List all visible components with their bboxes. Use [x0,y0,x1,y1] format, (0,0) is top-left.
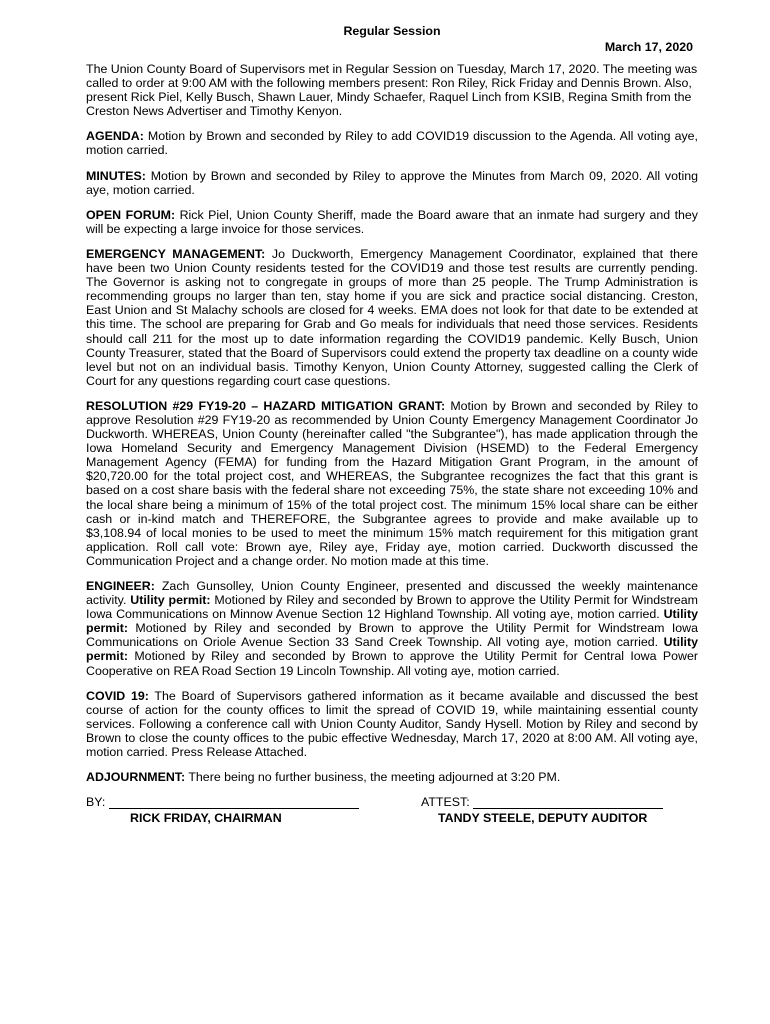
auditor-name: TANDY STEELE, DEPUTY AUDITOR [438,811,648,826]
minutes-section [86,169,698,197]
open-forum-text: Rick Piel, Union County Sheriff, made the Board aware that an inmate had surgery and they will be expecting a large invoice for those services. [86,207,698,236]
minutes-heading: MINUTES: [86,168,146,183]
covid19-text: The Board of Supervisors gathered information as it became available and discussed the best course of action for the county offices to limit the spread of COVID 19, while maintaining essential county services. Following a conference call with Union County Auditor, Sandy Hysell. Motion by Riley and second by Brown to close the county offices to the pubic effective Wednesday, March 17, 2020 at 8:00 AM. All voting aye, motion carried. Press Release Attached. [86,688,698,760]
emergency-management-heading: EMERGENCY MANAGEMENT: [86,246,266,261]
intro-paragraph: The Union County Board of Supervisors met in Regular Session on Tuesday, March 17, 2020. The meeting was called to order at 9:00 AM with the following members present: Ron Riley, Rick Friday and Dennis Brown. Also, present Rick Piel, Kelly Busch, Shawn Lauer, Mindy Schaefer, Raquel Linch from KSIB, Regina Smith from the Creston News Advertiser and Timothy Kenyon. [86,62,698,119]
covid19-heading: COVID 19: [86,688,149,703]
engineer-text-4: Motioned by Riley and seconded by Brown to approve the Utility Permit for Central Iowa Power Cooperative on REA Road Section 19 Lincoln Township. All voting aye, motion carried. [86,649,698,678]
utility-permit-label-3: Utility permit: [86,635,698,664]
adjournment-section [86,770,698,784]
chairman-signature-line [109,797,359,809]
resolution-text: Motion by Brown and seconded by Riley to approve Resolution #29 FY19-20 as recommended by Union County Emergency Management Coordinator Jo Duckworth. WHEREAS, Union County (hereinafter called "the Subgrantee"), has made application through the Iowa Homeland Security and Emergency Management Division (HSEMD) to the Federal Emergency Management Agency (FEMA) for funding from the Hazard Mitigation Grant Program, in the amount of $20,720.00 for the total project cost, and WHEREAS, the Subgrantee recognizes the fact that this grant is based on a cost share basis with the federal share not exceeding 75%, the state share not exceeding 10% and the local share being a minimum of 15% of the total project cost. The minimum 15% local share can be either cash or in-kind match and THEREFORE, the Subgrantee agrees to provide and make available up to $3,108.94 of local monies to be used to meet the minimum 15% match requirement for this mitigation grant application. Roll call vote: Brown aye, Riley aye, Friday aye, motion carried. Duckworth discussed the Communication Project and a change order. No motion made at this time. [86,398,698,568]
resolution-section [86,399,698,568]
adjournment-heading: ADJOURNMENT: [86,770,186,785]
agenda-text: Motion by Brown and seconded by Riley to add COVID19 discussion to the Agenda. All voting aye, motion carried. [86,129,698,158]
resolution-heading: RESOLUTION #29 FY19-20 – HAZARD MITIGATION GRANT: [86,398,446,413]
agenda-heading: AGENDA: [86,129,144,144]
open-forum-section [86,208,698,236]
open-forum-heading: OPEN FORUM: [86,207,176,222]
by-label: BY: [86,795,106,810]
signature-block [86,795,698,835]
utility-permit-label-1: Utility permit: [130,593,211,608]
engineer-text-2: Motioned by Riley and seconded by Brown to approve the Utility Permit for Windstream Iowa Communications on Minnow Avenue Section 12 Highland Township. All voting aye, motion carried. [86,593,698,622]
adjournment-text: There being no further business, the meeting adjourned at 3:20 PM. [185,770,561,785]
attest-label: ATTEST: [421,795,470,810]
document-date: March 17, 2020 [604,40,693,54]
emergency-management-text: Jo Duckworth, Emergency Management Coordinator, explained that there have been two Union County residents tested for the COVID19 and those test results are currently pending. The Governor is asking not to congregate in groups of more than 25 people. The Trump Administration is recommending groups no larger than ten, stay home if you are sick and practice social distancing. Creston, East Union and St Malachy schools are closed for 4 weeks. EMA does not look for that date to be extended at this time. The school are preparing for Grab and Go meals for individuals that need those services. Residents should call 211 for the most up to date information regarding the COVID19 pandemic. Kelly Busch, Union County Treasurer, stated that the Board of Supervisors could extend the property tax deadline on a county wide level but not on an individual basis. Timothy Kenyon, Union County Attorney, suggested calling the Clerk of Court for any questions regarding court case questions. [86,246,698,388]
chairman-signature [86,795,376,825]
engineer-heading: ENGINEER: [86,579,155,593]
auditor-signature [421,795,701,825]
document-title: Regular Session [343,24,441,38]
utility-permit-label-2: Utility permit: [86,607,698,636]
engineer-text-1: Zach Gunsolley, Union County Engineer, presented and discussed the weekly maintenance activity. [86,579,698,608]
agenda-section [86,129,698,157]
chairman-name: RICK FRIDAY, CHAIRMAN [130,811,282,826]
document-page [86,24,698,835]
engineer-section [86,579,698,678]
engineer-text-3: Motioned by Riley and seconded by Brown to approve the Utility Permit for Windstream Iowa Communications on Oriole Avenue Section 33 Sand Creek Township. All voting aye, motion carried. [86,621,698,650]
covid19-section [86,689,698,759]
minutes-text: Motion by Brown and seconded by Riley to approve the Minutes from March 09, 2020. All voting aye, motion carried. [86,168,698,197]
auditor-signature-line [473,797,663,809]
emergency-management-section [86,247,698,388]
